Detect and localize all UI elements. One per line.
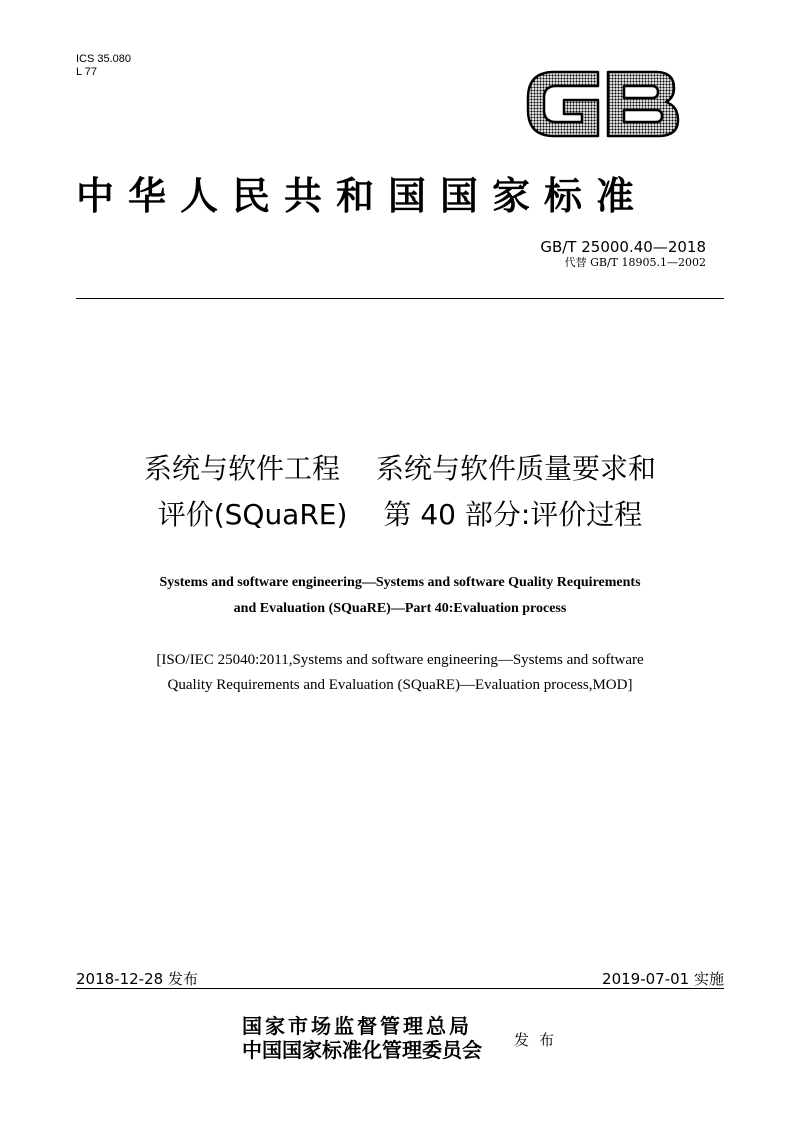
ccs-code: L 77: [76, 66, 98, 78]
issuer-samr: 国家市场监督管理总局: [242, 1014, 472, 1038]
chinese-title-line-1: [0, 446, 800, 492]
chinese-title: [0, 446, 800, 538]
iso-reference-line-1: [ISO/IEC 25040:2011,Systems and software engineering—Systems and software: [156, 652, 644, 668]
publish-label: 发布: [514, 1031, 565, 1049]
bottom-divider: [76, 988, 724, 989]
english-title: [0, 570, 800, 622]
english-title-line-1: Systems and software engineering—Systems and software Quality Requirements: [159, 575, 641, 590]
english-title-line-2: and Evaluation (SQuaRE)—Part 40:Evaluation process: [233, 601, 567, 616]
title-part: 系统与软件工程: [143, 452, 340, 485]
standard-header-title: 中华人民共和国国家标准: [76, 173, 649, 218]
iso-reference-line-2: Quality Requirements and Evaluation (SQuaRE)—Evaluation process,MOD]: [167, 677, 633, 693]
issuer-sac: 中国国家标准化管理委员会: [242, 1038, 482, 1062]
top-divider: [76, 298, 724, 299]
title-part: 系统与软件质量要求和: [376, 452, 657, 485]
classification-codes: [76, 53, 131, 79]
title-part: 第 40 部分:评价过程: [383, 498, 643, 531]
ics-code: ICS 35.080: [76, 53, 132, 65]
title-part: 评价(SQuaRE): [157, 498, 348, 531]
issue-date: 2018-12-28 发布: [76, 970, 198, 988]
issuing-authorities: [242, 1014, 482, 1062]
effective-date: 2019-07-01 实施: [602, 970, 724, 988]
standard-number-block: [540, 238, 706, 270]
chinese-title-line-2: [0, 492, 800, 538]
iso-reference: [0, 648, 800, 698]
replaces-note: 代替 GB/T 18905.1—2002: [564, 256, 706, 269]
standard-number: GB/T 25000.40—2018: [540, 238, 706, 256]
gb-logo: [524, 62, 682, 146]
